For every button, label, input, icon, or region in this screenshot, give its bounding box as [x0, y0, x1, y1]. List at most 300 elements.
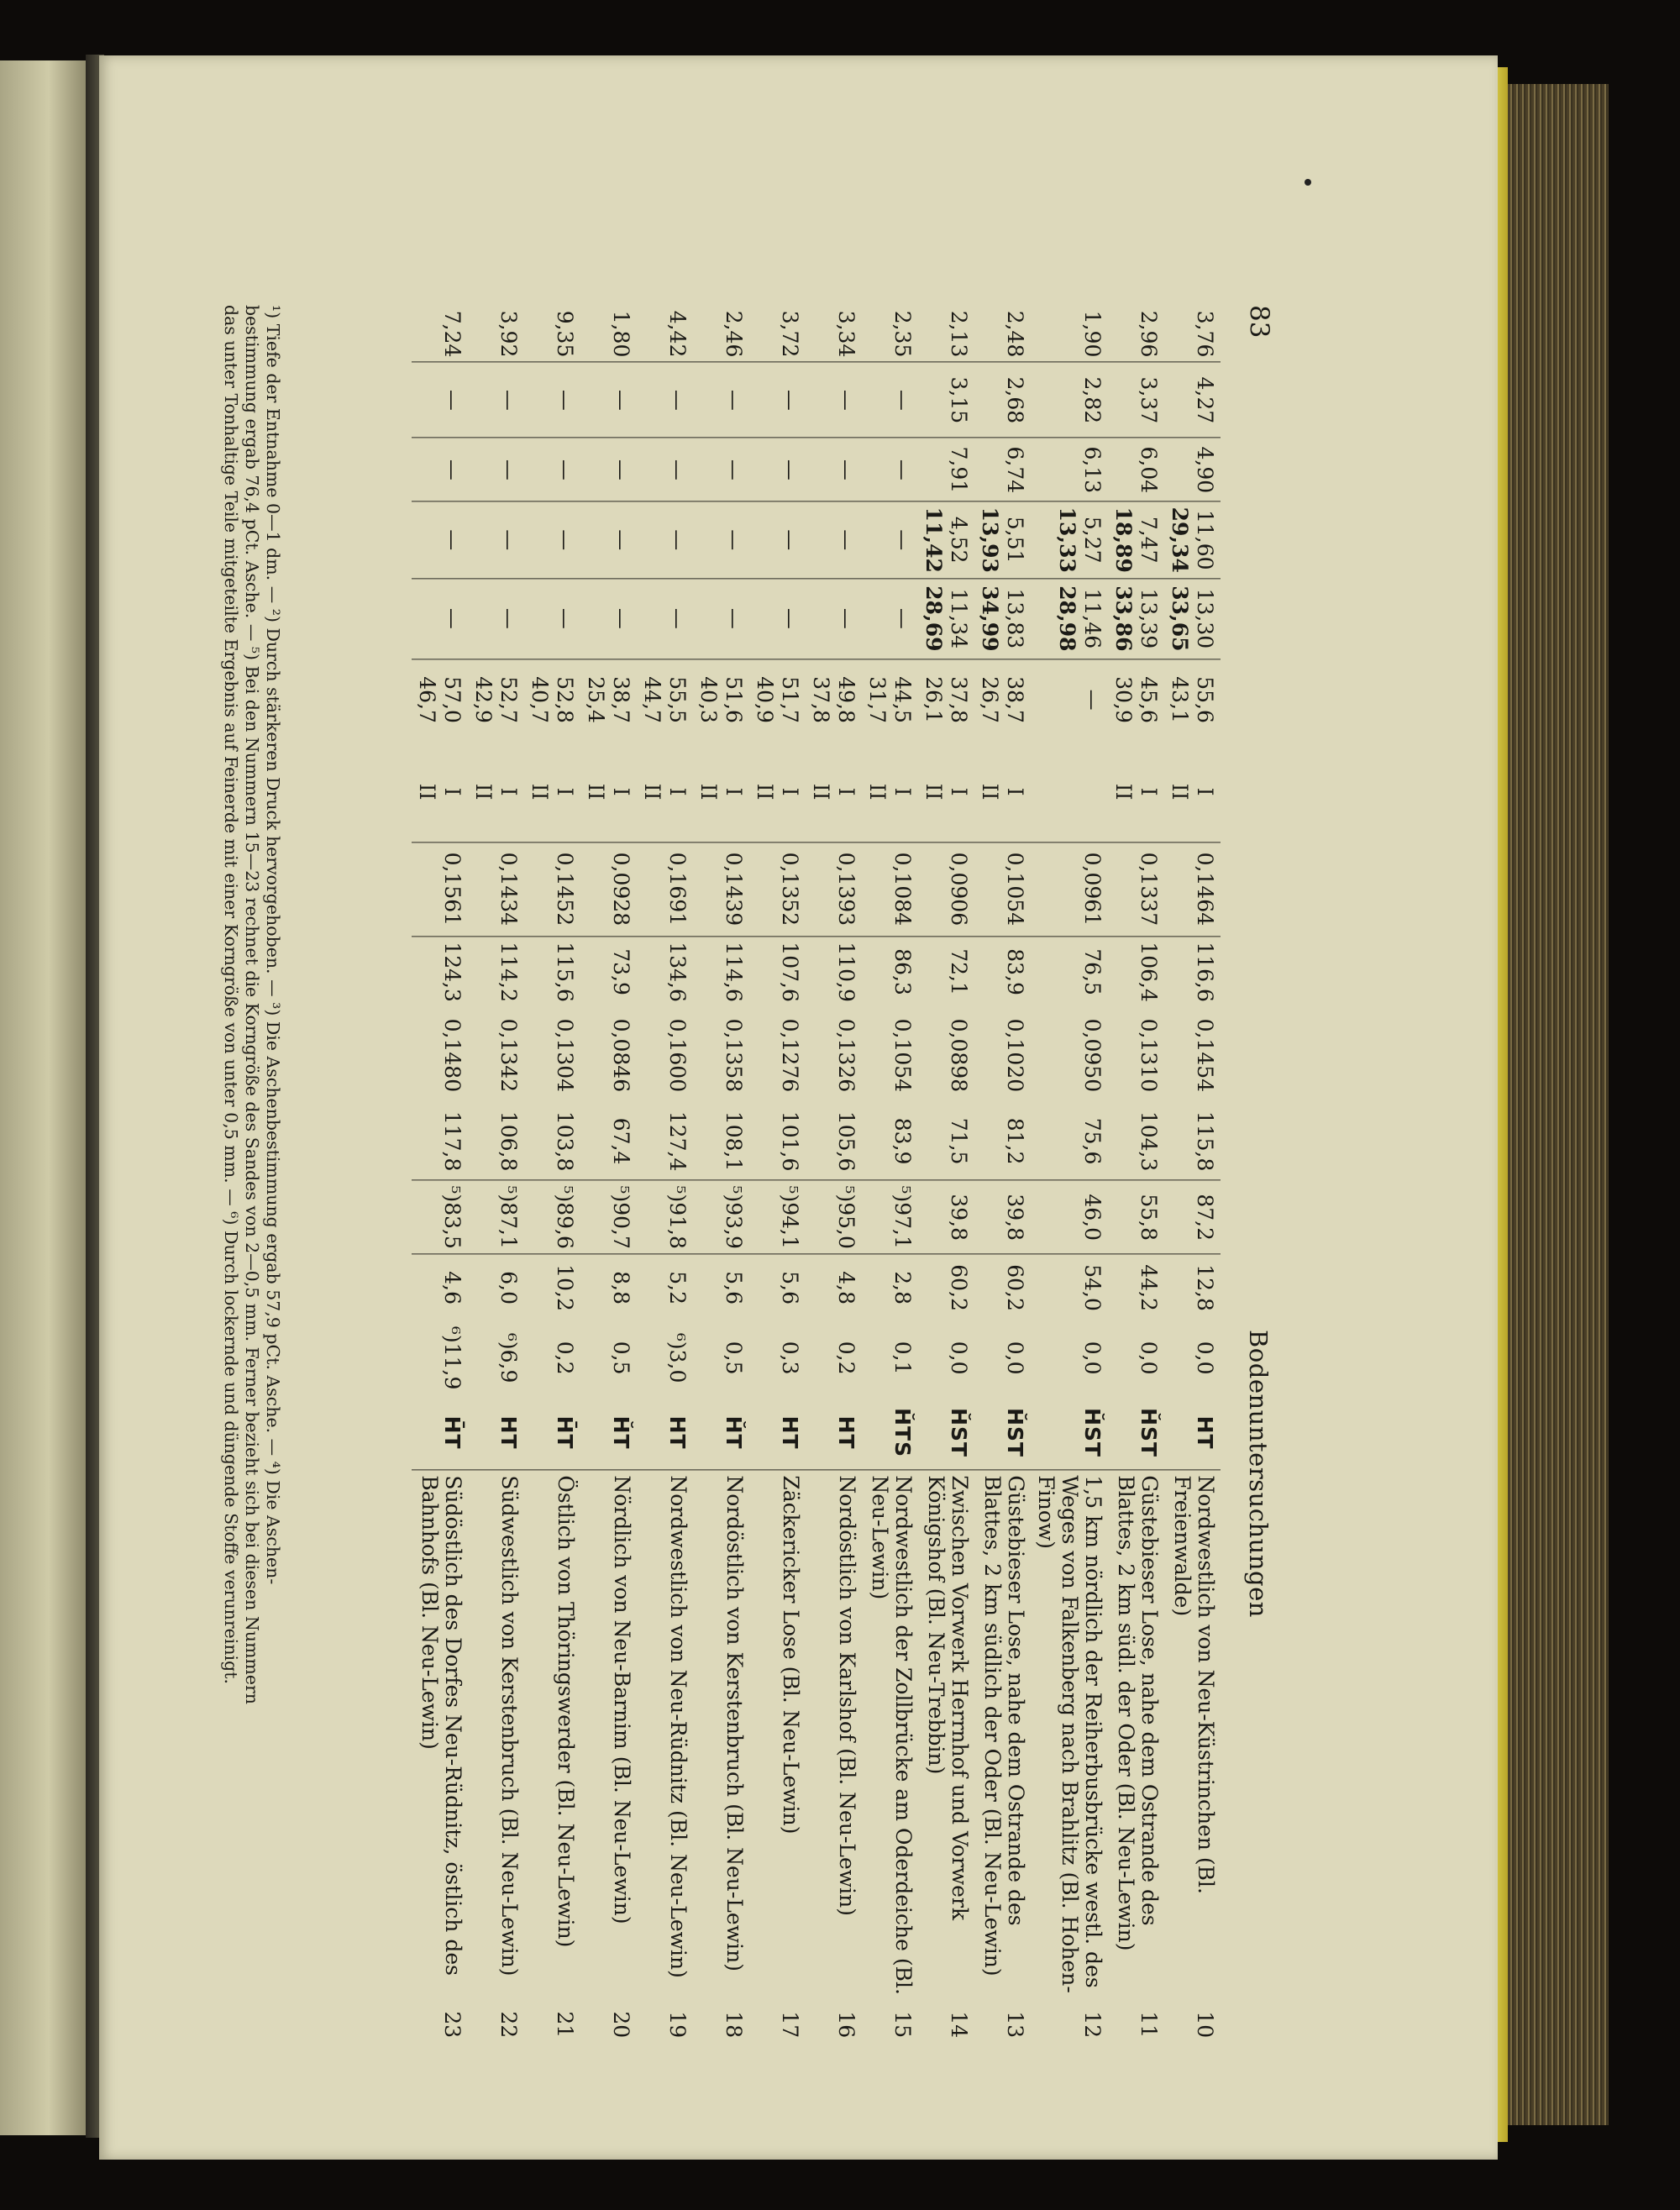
value-cell: 115,6	[553, 942, 577, 1002]
value-a: 51,6	[722, 676, 746, 724]
roman-cell	[637, 741, 693, 842]
value-b: 30,9	[1111, 676, 1137, 724]
value-a: 55,6	[1193, 676, 1217, 724]
value-cell: 0,0	[1137, 1341, 1161, 1375]
location-text: 1,5 km nördlich der Reiherbusbrücke westl. des Weges von Falkenberg nach Brahlitz (Bl. Hohen-Finow)	[1034, 1475, 1105, 1993]
location-text: Zäckericker Lose (Bl. Neu-Lewin)	[779, 1475, 803, 1835]
soil-code: HT	[1164, 1394, 1221, 1470]
value-cell-pair	[749, 659, 806, 741]
value-cell: 3,72	[749, 305, 806, 362]
value-cell: 106,8	[468, 1102, 524, 1179]
roman-2: II	[753, 783, 778, 801]
value-cell-pair	[974, 659, 1031, 741]
value-cell: —	[637, 438, 693, 501]
value-a: 44,5	[890, 676, 915, 724]
value-cell-pair	[693, 501, 749, 578]
roman-2: II	[696, 783, 722, 801]
roman-1: I	[665, 787, 690, 796]
value-cell: 72,1	[947, 948, 971, 996]
table-row	[637, 305, 693, 2054]
value-cell: —	[693, 362, 749, 438]
footnote-line: ¹) Tiefe der Entnahme 0—1 dm. — ²) Durch stärkeren Druck hervorgehoben. — ³) Die Aschenbestimmung ergab 57,9 pCt. Asche. — ⁴) Die Aschen-	[263, 305, 283, 1585]
value-a: 38,7	[1003, 676, 1027, 724]
soil-code: H̆ST	[918, 1394, 974, 1470]
roman-cell	[918, 741, 974, 842]
value-cell-pair	[1108, 578, 1164, 659]
row-number: 19	[665, 2011, 690, 2039]
roman-cell	[580, 741, 637, 842]
value-cell: 0,5	[722, 1341, 746, 1375]
value-a: —	[834, 607, 858, 629]
table-row	[918, 305, 974, 2054]
left-page-edge	[0, 60, 88, 2135]
value-b: 40,7	[528, 676, 553, 724]
roman-1: I	[890, 787, 915, 796]
value-cell-pair	[524, 501, 580, 578]
value-cell: 0,2	[834, 1341, 858, 1375]
value-cell-pair	[1164, 578, 1221, 659]
value-cell: 71,5	[918, 1102, 974, 1179]
value-cell-pair	[862, 578, 918, 659]
value-a: —	[553, 607, 577, 629]
roman-1: I	[496, 787, 521, 796]
value-cell: —	[468, 438, 524, 501]
value-a: —	[665, 529, 690, 551]
soil-code: HT	[637, 1394, 693, 1470]
page-edge-yellow	[1498, 67, 1508, 2142]
value-b-bold: 13,93	[978, 507, 1003, 573]
footnote-line: bestimmung ergab 76,4 pCt. Asche. — ⁵) Bei den Nummern 15—23 rechnet die Korngröße des Sandes von 2—0,5 mm. Ferner bezieht sich bei diesen Nummern	[242, 305, 262, 1705]
row-number: 16	[834, 2011, 858, 2039]
value-cell: 0,1600	[665, 1018, 690, 1093]
value-cell-pair	[806, 578, 862, 659]
soil-code: H̆ST	[1031, 1394, 1108, 1470]
value-cell: 0,1304	[553, 1018, 577, 1093]
row-number: 15	[890, 2011, 915, 2039]
value-cell-pair	[524, 578, 580, 659]
value-cell: 12,8	[1193, 1263, 1217, 1311]
value-cell: 9,35	[524, 305, 580, 362]
roman-1: I	[834, 787, 858, 796]
page-stack	[1508, 84, 1609, 2125]
value-cell: 86,3	[890, 948, 915, 996]
location-text: Nördlich von Neu-Barnim (Bl. Neu-Lewin)	[610, 1475, 634, 1924]
value-cell: 114,6	[722, 942, 746, 1002]
value-cell-pair	[468, 501, 524, 578]
value-cell: —	[749, 438, 806, 501]
value-cell: ⁵)91,8	[637, 1179, 693, 1253]
value-cell: 0,0	[1080, 1341, 1105, 1375]
value-cell-pair	[918, 501, 974, 578]
value-cell: 124,3	[440, 942, 465, 1002]
roman-cell	[693, 741, 749, 842]
value-cell: 0,1434	[468, 842, 524, 936]
value-cell: 134,6	[665, 942, 690, 1002]
location-text: Güstebieser Lose, nahe dem Ostrande des Blattes, 2 km südlich der Oder (Bl. Neu-Lewin)	[980, 1475, 1028, 1976]
value-cell: —	[412, 362, 468, 438]
table-row	[412, 305, 468, 2054]
roman-2: II	[471, 783, 496, 801]
value-a: —	[440, 607, 465, 629]
value-cell: 0,0950	[1080, 1018, 1105, 1093]
soil-code: HT	[749, 1394, 806, 1470]
value-cell: 0,1691	[637, 842, 693, 936]
ink-dot	[1305, 179, 1311, 186]
roman-2: II	[584, 783, 609, 801]
table-row	[693, 305, 749, 2054]
roman-cell	[468, 741, 524, 842]
value-cell: 0,1342	[496, 1018, 521, 1093]
value-a: 5,27	[1080, 516, 1105, 564]
value-cell: 0,1020	[1003, 1018, 1027, 1093]
table-row	[468, 305, 524, 2054]
table-row	[749, 305, 806, 2054]
value-a: 55,5	[665, 676, 690, 724]
value-b-bold: 28,98	[1055, 585, 1080, 652]
value-b: 46,7	[415, 676, 440, 724]
table-row	[524, 305, 580, 2054]
value-a: —	[834, 529, 858, 551]
table-row	[974, 305, 1031, 2054]
soil-code: H̆TS	[862, 1394, 918, 1470]
roman-1: I	[1137, 787, 1161, 796]
value-cell: 3,37	[1108, 362, 1164, 438]
value-a: 13,83	[1003, 588, 1027, 649]
table-row	[1164, 305, 1221, 2054]
value-cell: 0,1464	[1164, 842, 1221, 936]
value-cell-pair	[1108, 501, 1164, 578]
value-cell: 46,0	[1031, 1179, 1108, 1253]
value-cell: ⁶)6,9	[496, 1332, 521, 1383]
value-cell-pair	[468, 578, 524, 659]
value-cell: —	[524, 438, 580, 501]
value-a: 11,60	[1193, 510, 1217, 570]
roman-1: I	[778, 787, 802, 796]
value-cell: 0,1561	[412, 842, 468, 936]
value-cell: 5,2	[665, 1270, 690, 1304]
value-cell: 5,6	[722, 1270, 746, 1304]
roman-cell	[862, 741, 918, 842]
value-cell: 3,34	[806, 305, 862, 362]
value-b: 40,3	[696, 676, 722, 724]
value-b: 42,9	[471, 676, 496, 724]
roman-cell	[1164, 741, 1221, 842]
value-cell: 0,1452	[524, 842, 580, 936]
roman-1: I	[1003, 787, 1027, 796]
table-row	[806, 305, 862, 2054]
value-cell: 0,1054	[974, 842, 1031, 936]
value-cell: 0,1337	[1108, 842, 1164, 936]
value-b-bold: 11,42	[921, 507, 947, 573]
row-number: 13	[1003, 2011, 1027, 2039]
value-cell: 60,2	[947, 1263, 971, 1311]
value-cell: ⁶)3,0	[665, 1332, 690, 1383]
value-a: 5,51	[1003, 516, 1027, 564]
value-a: 37,8	[947, 676, 971, 724]
roman-2: II	[528, 783, 553, 801]
value-a: 52,8	[553, 676, 577, 724]
value-cell-pair	[806, 501, 862, 578]
running-title: Bodenuntersuchungen	[1244, 1330, 1273, 1618]
value-cell: 106,4	[1137, 942, 1161, 1002]
rotated-page-content	[202, 305, 1281, 2165]
value-cell-pair	[580, 659, 637, 741]
value-a: —	[440, 529, 465, 551]
value-cell: —	[806, 362, 862, 438]
value-cell: 3,15	[918, 362, 974, 438]
value-a: 7,47	[1137, 516, 1161, 564]
value-cell: 0,0	[947, 1341, 971, 1375]
value-cell: 103,8	[524, 1102, 580, 1179]
value-b: 43,1	[1168, 676, 1193, 724]
value-cell: ⁵)90,7	[580, 1179, 637, 1253]
value-a: —	[890, 607, 915, 629]
value-cell: 108,1	[693, 1102, 749, 1179]
value-cell: 0,1310	[1137, 1018, 1161, 1093]
value-a: —	[778, 607, 802, 629]
value-cell: 2,82	[1031, 362, 1108, 438]
table-row	[1031, 305, 1108, 2054]
value-a: 57,0	[440, 676, 465, 724]
value-cell: 0,1358	[722, 1018, 746, 1093]
roman-2: II	[415, 783, 440, 801]
value-cell-pair	[412, 501, 468, 578]
value-cell: 115,8	[1164, 1102, 1221, 1179]
location-text: Südwestlich von Kerstenbruch (Bl. Neu-Lewin)	[497, 1475, 522, 1976]
value-cell: 6,0	[496, 1270, 521, 1304]
value-cell: 0,1084	[862, 842, 918, 936]
soil-code: H̆ST	[1108, 1394, 1164, 1470]
value-cell-pair	[580, 501, 637, 578]
table-row	[862, 305, 918, 2054]
row-number: 10	[1193, 2011, 1217, 2039]
soil-code: H̄T	[412, 1394, 468, 1470]
value-cell: 6,13	[1031, 438, 1108, 501]
value-b-bold: 29,34	[1168, 507, 1193, 573]
location-text: Nordwestlich von Neu-Küstrinchen (Bl. Freienwalde)	[1170, 1475, 1218, 1894]
value-cell: 4,8	[834, 1270, 858, 1304]
value-cell: —	[580, 362, 637, 438]
location-text: Nordöstlich von Karlshof (Bl. Neu-Lewin)	[835, 1475, 859, 1917]
value-cell: 4,6	[440, 1270, 465, 1304]
value-cell-pair	[412, 578, 468, 659]
value-cell: 4,90	[1164, 438, 1221, 501]
value-cell: 83,9	[862, 1102, 918, 1179]
value-cell: 0,1439	[693, 842, 749, 936]
value-a: 4,52	[947, 516, 971, 564]
value-cell: —	[412, 438, 468, 501]
roman-1: I	[440, 787, 465, 796]
value-cell: 87,2	[1164, 1179, 1221, 1253]
value-cell: 0,0906	[918, 842, 974, 936]
roman-2: II	[1111, 783, 1137, 801]
roman-2: II	[1168, 783, 1193, 801]
value-a: —	[778, 529, 802, 551]
location-text: Zwischen Vorwerk Herrnhof und Vorwerk Königshof (Bl. Neu-Trebbin)	[924, 1475, 972, 1921]
value-cell: 2,48	[974, 305, 1031, 362]
roman-2: II	[865, 783, 890, 801]
value-cell: 116,6	[1193, 942, 1217, 1002]
soil-code: H̆ST	[974, 1394, 1031, 1470]
value-cell: 4,42	[637, 305, 693, 362]
value-cell-pair	[412, 659, 468, 741]
soil-code: HT	[468, 1394, 524, 1470]
value-cell: 0,0	[1003, 1341, 1027, 1375]
value-cell: 73,9	[609, 948, 633, 996]
value-cell: ⁵)94,1	[749, 1179, 806, 1253]
page-number: 83	[1244, 305, 1274, 339]
value-cell: 55,8	[1108, 1179, 1164, 1253]
value-b: 25,4	[584, 676, 609, 724]
value-a: 11,34	[947, 588, 971, 649]
value-b-bold: 33,65	[1168, 585, 1193, 652]
value-cell: 0,0961	[1031, 842, 1108, 936]
value-cell: 0,0898	[947, 1018, 971, 1093]
value-cell: 0,5	[609, 1341, 633, 1375]
value-cell: 0,1393	[806, 842, 862, 936]
value-cell-pair	[637, 659, 693, 741]
value-cell: 117,8	[412, 1102, 468, 1179]
value-cell: 114,2	[496, 942, 521, 1002]
roman-1: I	[1193, 787, 1217, 796]
value-cell-pair	[1108, 659, 1164, 741]
roman-1: I	[722, 787, 746, 796]
row-number: 20	[609, 2011, 633, 2039]
value-cell-pair	[637, 578, 693, 659]
value-cell-pair	[637, 501, 693, 578]
table-row	[1108, 305, 1164, 2054]
value-b: 40,9	[753, 676, 778, 724]
value-cell: —	[749, 362, 806, 438]
value-cell: ⁶)11,9	[440, 1325, 465, 1390]
value-cell: 39,8	[918, 1179, 974, 1253]
value-a: —	[1080, 689, 1105, 711]
value-a: —	[496, 607, 521, 629]
roman-2: II	[809, 783, 834, 801]
value-cell-pair	[974, 501, 1031, 578]
value-cell: —	[580, 438, 637, 501]
location-text: Östlich von Thöringswerder (Bl. Neu-Lewin)	[554, 1475, 578, 1948]
value-cell: 1,80	[580, 305, 637, 362]
value-a: —	[890, 529, 915, 551]
value-cell: 44,2	[1137, 1263, 1161, 1311]
value-b-bold: 18,89	[1111, 507, 1137, 573]
roman-2: II	[978, 783, 1003, 801]
value-b: 26,1	[921, 676, 947, 724]
value-cell: 4,27	[1164, 362, 1221, 438]
value-b-bold: 13,33	[1055, 507, 1080, 573]
value-cell-pair	[524, 659, 580, 741]
value-a: 13,30	[1193, 588, 1217, 649]
value-cell: 0,1480	[440, 1018, 465, 1093]
value-cell-pair	[974, 578, 1031, 659]
value-cell-pair	[693, 659, 749, 741]
value-b: 37,8	[809, 676, 834, 724]
value-cell-pair	[580, 578, 637, 659]
value-a: 45,6	[1137, 676, 1161, 724]
roman-1: I	[609, 787, 633, 796]
value-a: 49,8	[834, 676, 858, 724]
value-cell: —	[524, 362, 580, 438]
value-cell: 2,13	[918, 305, 974, 362]
value-cell: 1,90	[1031, 305, 1108, 362]
value-cell-pair	[918, 659, 974, 741]
roman-2: II	[640, 783, 665, 801]
value-b-bold: 33,86	[1111, 585, 1137, 652]
footnotes	[220, 305, 283, 2165]
value-cell-pair	[806, 659, 862, 741]
value-cell: 0,0846	[609, 1018, 633, 1093]
value-cell: —	[806, 438, 862, 501]
value-cell: 3,92	[468, 305, 524, 362]
row-number: 18	[722, 2011, 746, 2039]
value-cell: 104,3	[1108, 1102, 1164, 1179]
value-cell-pair	[693, 578, 749, 659]
soil-code: H̆T	[580, 1394, 637, 1470]
value-cell: 3,76	[1164, 305, 1221, 362]
value-cell: 8,8	[609, 1270, 633, 1304]
roman-1: I	[553, 787, 577, 796]
value-cell: 0,1054	[890, 1018, 915, 1093]
value-cell: 0,1454	[1193, 1018, 1217, 1093]
location-text: Güstebieser Lose, nahe dem Ostrande des Blattes, 2 km südl. der Oder (Bl. Neu-Lewin)	[1114, 1475, 1162, 1951]
value-cell: 5,6	[778, 1270, 802, 1304]
roman-1: I	[947, 787, 971, 796]
value-a: —	[609, 607, 633, 629]
value-cell: 2,35	[862, 305, 918, 362]
value-cell: 2,8	[890, 1270, 915, 1304]
value-cell-pair	[749, 501, 806, 578]
row-number: 21	[553, 2011, 577, 2039]
value-b: 26,7	[978, 676, 1003, 724]
value-cell: ⁵)93,9	[693, 1179, 749, 1253]
value-cell: 0,0928	[580, 842, 637, 936]
soil-code: HT	[806, 1394, 862, 1470]
value-cell: ⁵)83,5	[412, 1179, 468, 1253]
value-cell: 0,1276	[778, 1018, 802, 1093]
value-cell-pair	[1164, 501, 1221, 578]
value-cell-pair	[468, 659, 524, 741]
roman-cell	[974, 741, 1031, 842]
value-cell-pair	[1031, 578, 1108, 659]
value-cell: —	[468, 362, 524, 438]
value-cell: 107,6	[778, 942, 802, 1002]
value-a: —	[609, 529, 633, 551]
value-a: 52,7	[496, 676, 521, 724]
value-cell: —	[862, 438, 918, 501]
value-cell: 0,1326	[834, 1018, 858, 1093]
value-a: —	[722, 607, 746, 629]
value-b-bold: 34,99	[978, 585, 1003, 652]
value-cell: 0,1	[890, 1341, 915, 1375]
value-cell: 6,04	[1108, 438, 1164, 501]
value-cell: 7,24	[412, 305, 468, 362]
value-cell: 10,2	[553, 1263, 577, 1311]
value-b: 31,7	[865, 676, 890, 724]
value-cell: ⁵)95,0	[806, 1179, 862, 1253]
row-number: 17	[778, 2011, 802, 2039]
value-a: —	[665, 607, 690, 629]
value-cell: 0,1352	[749, 842, 806, 936]
row-number: 11	[1137, 2011, 1161, 2039]
row-number: 22	[496, 2011, 521, 2039]
location-text: Nordwestlich von Neu-Rüdnitz (Bl. Neu-Lewin)	[666, 1475, 690, 1978]
value-cell: 75,6	[1031, 1102, 1108, 1179]
roman-cell	[524, 741, 580, 842]
value-cell-pair	[1031, 501, 1108, 578]
value-cell-pair	[749, 578, 806, 659]
value-cell: 0,2	[553, 1341, 577, 1375]
